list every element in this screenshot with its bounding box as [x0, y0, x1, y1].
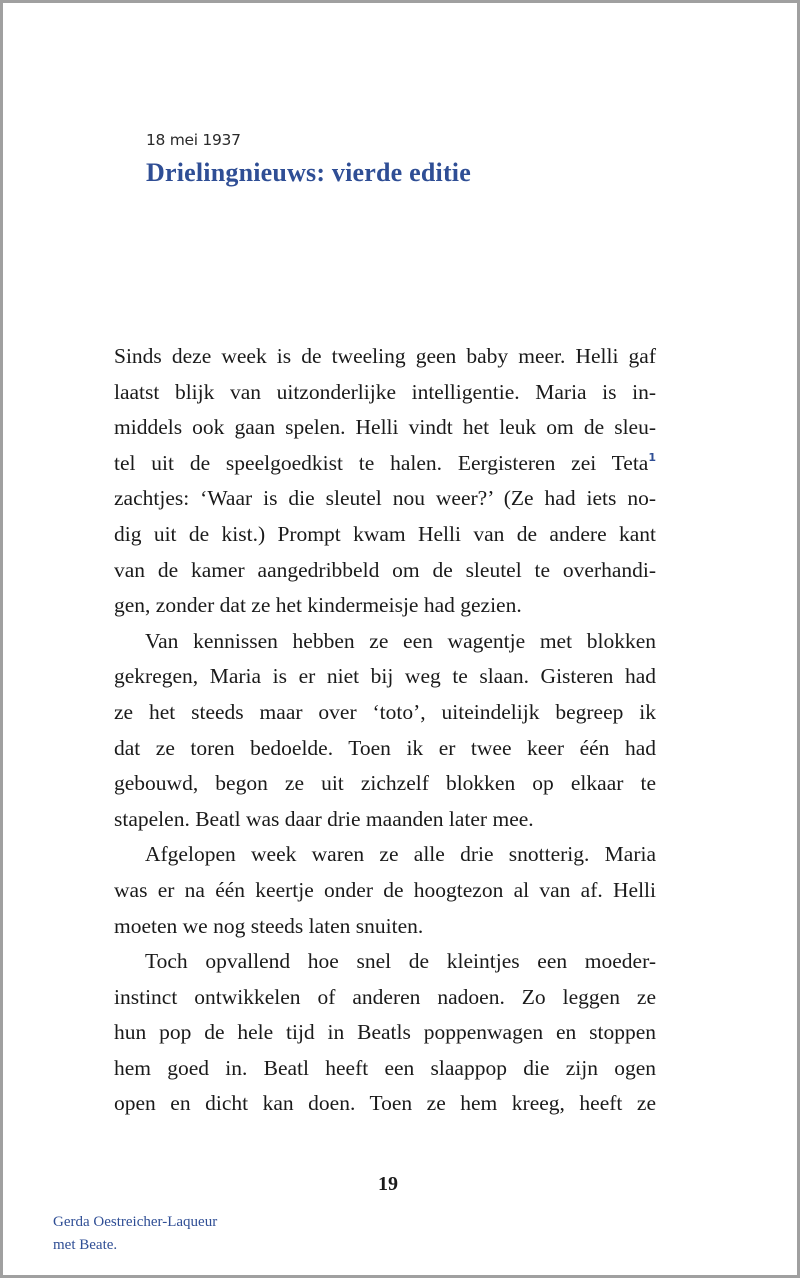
text-line-content: middels ook gaan spelen. Helli vindt het leuk om de sleu- — [114, 415, 656, 440]
text-line-content: open en dicht kan doen. Toen ze hem kreeg, heeft ze — [114, 1091, 656, 1116]
entry-date: 18 mei 1937 — [146, 131, 241, 149]
text-line — [114, 1051, 656, 1087]
text-line-content: zachtjes: ‘Waar is die sleutel nou weer?’ (Ze had iets no- — [114, 486, 656, 511]
text-line-content: was er na één keertje onder de hoogtezon al van af. Helli — [114, 877, 656, 902]
footnote-marker[interactable]: 1 — [648, 450, 656, 464]
text-line — [114, 1015, 656, 1051]
text-line-content: hem goed in. Beatl heeft een slaappop die zijn ogen — [114, 1055, 656, 1080]
text-line — [114, 1086, 656, 1122]
text-line — [114, 695, 656, 731]
text-line-content: dat ze toren bedoelde. Toen ik er twee keer één had — [114, 735, 656, 760]
text-line-content: gekregen, Maria is er niet bij weg te slaan. Gisteren had — [114, 664, 656, 689]
text-line — [114, 659, 656, 695]
text-line-content: van de kamer aangedribbeld om de sleutel te overhandi- — [114, 557, 656, 582]
text-line-content: Afgelopen week waren ze alle drie snotterig. Maria — [145, 842, 656, 867]
text-line — [114, 339, 656, 375]
text-line — [114, 802, 656, 838]
text-line — [114, 446, 656, 482]
text-line — [114, 410, 656, 446]
text-line — [114, 980, 656, 1016]
text-line — [114, 909, 656, 945]
text-line-content: Van kennissen hebben ze een wagentje met blokken — [145, 628, 656, 653]
text-line — [114, 588, 656, 624]
book-page — [3, 3, 797, 1275]
text-line-content: Sinds deze week is de tweeling geen baby meer. Helli gaf — [114, 344, 656, 368]
text-line-content: tel uit de speelgoedkist te halen. Eergisteren zei Teta — [114, 450, 649, 475]
running-footer — [53, 1211, 217, 1257]
text-line — [114, 553, 656, 589]
text-line-content: instinct ontwikkelen of anderen nadoen. Zo leggen ze — [114, 984, 656, 1009]
text-line — [114, 375, 656, 411]
text-line — [114, 624, 656, 660]
text-line — [114, 517, 656, 553]
text-line — [114, 766, 656, 802]
text-line-content: moeten we nog steeds laten snuiten. — [114, 913, 424, 938]
text-line-content: gebouwd, begon ze uit zichzelf blokken op elkaar te — [114, 771, 656, 796]
text-line-content: stapelen. Beatl was daar drie maanden later mee. — [114, 806, 534, 831]
text-line-content: Toch opvallend hoe snel de kleintjes een moeder- — [145, 949, 656, 974]
text-line — [114, 731, 656, 767]
footer-author: Gerda Oestreicher-Laqueur — [53, 1214, 218, 1230]
text-line — [114, 944, 656, 980]
text-line — [114, 837, 656, 873]
text-line-content: laatst blijk van uitzonderlijke intelligentie. Maria is in- — [114, 379, 656, 404]
body-text — [114, 339, 656, 1122]
text-line-content: dig uit de kist.) Prompt kwam Helli van de andere kant — [114, 521, 656, 546]
footer-subtitle: met Beate. — [53, 1237, 118, 1253]
text-line — [114, 873, 656, 909]
text-line — [114, 481, 656, 517]
text-line-content: ze het steeds maar over ‘toto’, uiteindelijk begreep ik — [114, 699, 656, 724]
page-number: 19 — [378, 1173, 398, 1195]
chapter-title: Drielingnieuws: vierde editie — [146, 158, 471, 187]
text-line-content: gen, zonder dat ze het kindermeisje had gezien. — [114, 593, 522, 618]
text-line-content: hun pop de hele tijd in Beatls poppenwagen en stoppen — [114, 1020, 656, 1045]
